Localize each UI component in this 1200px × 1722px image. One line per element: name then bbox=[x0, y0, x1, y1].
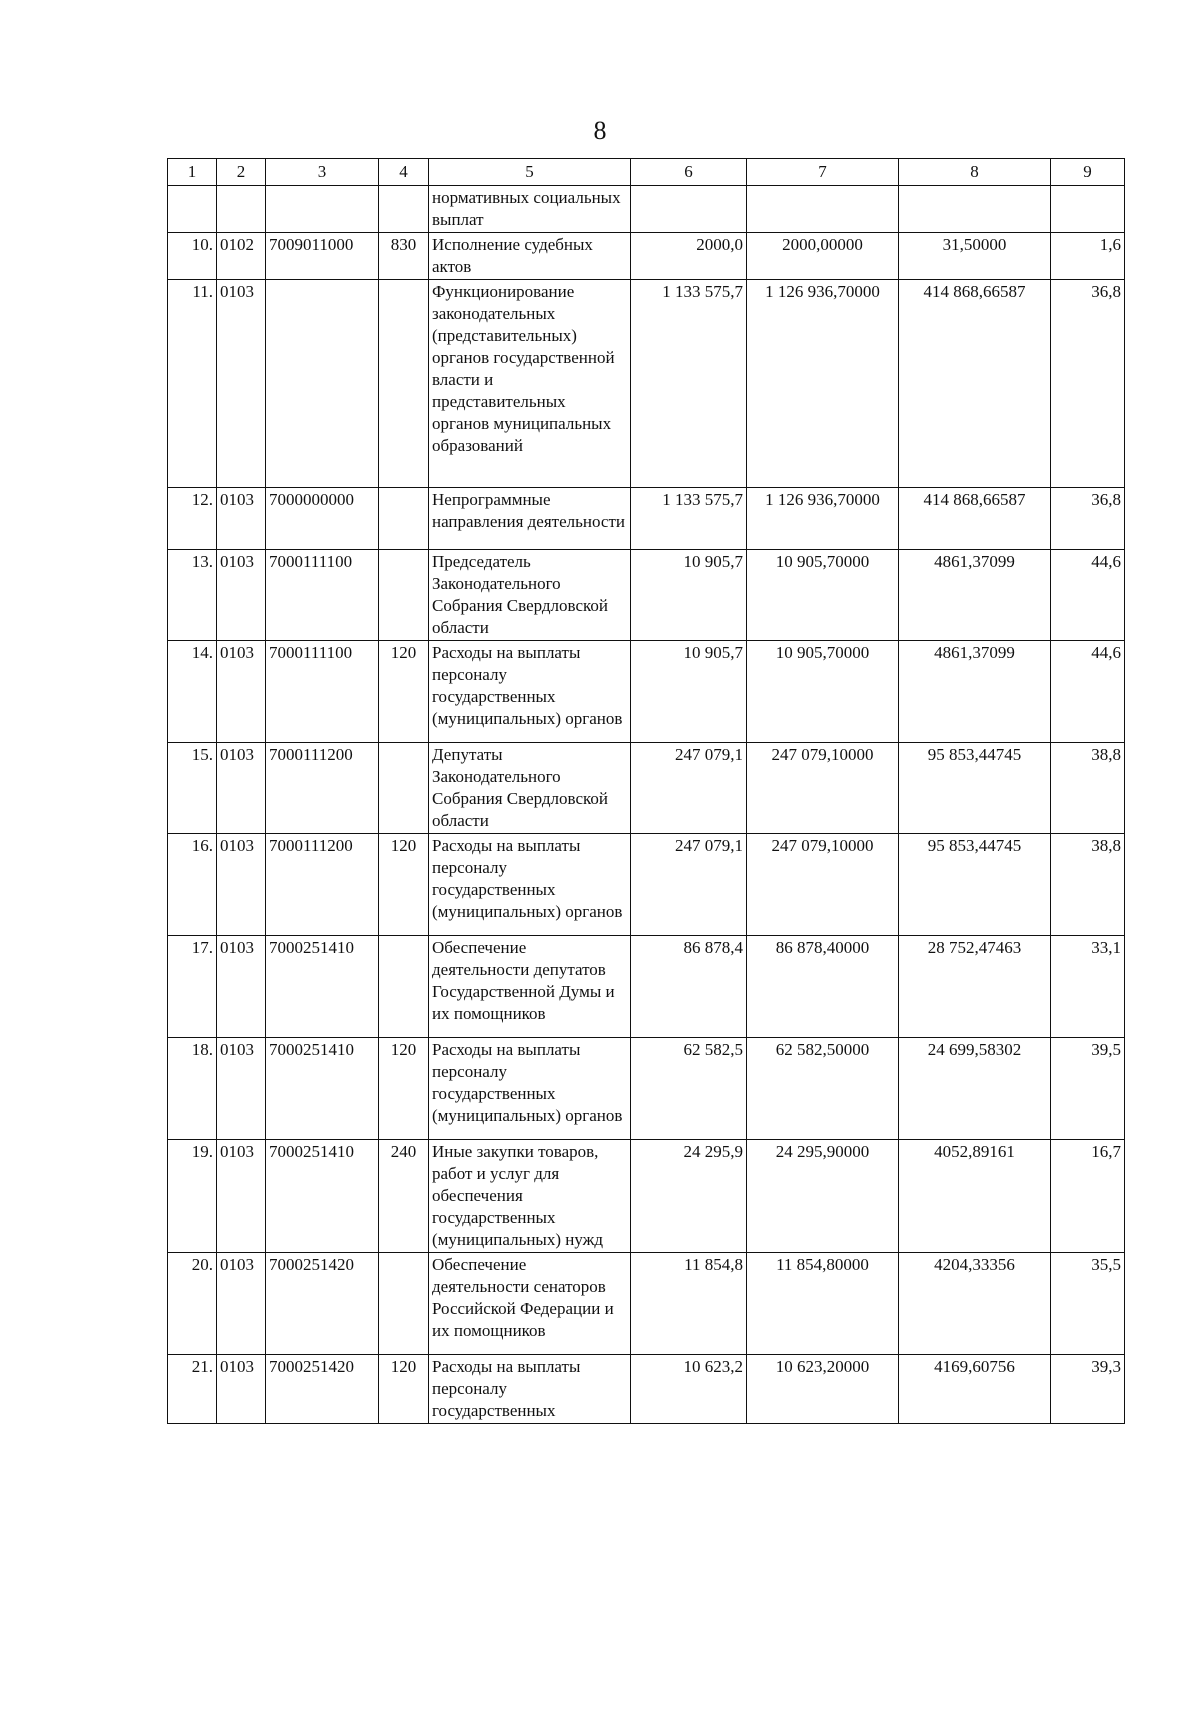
expense-type-code-cell bbox=[379, 550, 429, 641]
row-number-cell: 16. bbox=[168, 834, 217, 936]
execution-percent-cell: 35,5 bbox=[1051, 1253, 1125, 1355]
header-cell-col-2: 2 bbox=[217, 159, 266, 186]
header-cell-col-6: 6 bbox=[631, 159, 747, 186]
expense-type-code-cell bbox=[379, 280, 429, 488]
target-article-code-cell: 7000111200 bbox=[266, 834, 379, 936]
budget-allocation-cell: 10 905,70000 bbox=[747, 550, 899, 641]
item-name-cell: Председатель Законодательного Собрания Свердловской области bbox=[429, 550, 631, 641]
budget-table bbox=[167, 158, 1125, 1424]
budget-allocation-cell: 86 878,40000 bbox=[747, 936, 899, 1038]
approved-amount-cell: 10 905,7 bbox=[631, 550, 747, 641]
execution-percent-cell: 33,1 bbox=[1051, 936, 1125, 1038]
item-name-cell: Обеспечение деятельности депутатов Государственной Думы и их помощников bbox=[429, 936, 631, 1038]
table-row bbox=[168, 1355, 1125, 1424]
item-name-cell: Расходы на выплаты персоналу государственных bbox=[429, 1355, 631, 1424]
approved-amount-cell: 10 905,7 bbox=[631, 641, 747, 743]
approved-amount-cell: 62 582,5 bbox=[631, 1038, 747, 1140]
table-row bbox=[168, 936, 1125, 1038]
approved-amount-cell: 1 133 575,7 bbox=[631, 280, 747, 488]
header-cell-col-9: 9 bbox=[1051, 159, 1125, 186]
table-row bbox=[168, 1253, 1125, 1355]
execution-percent-cell: 36,8 bbox=[1051, 280, 1125, 488]
executed-amount-cell: 95 853,44745 bbox=[899, 743, 1051, 834]
row-number-cell: 20. bbox=[168, 1253, 217, 1355]
table-row bbox=[168, 488, 1125, 550]
row-number-cell: 10. bbox=[168, 233, 217, 280]
item-name-cell: Расходы на выплаты персоналу государственных (муниципальных) органов bbox=[429, 641, 631, 743]
item-name-cell: Функционирование законодательных (представительных) органов государственной власти и представительных органов муниципальных образований bbox=[429, 280, 631, 488]
expense-type-code-cell: 120 bbox=[379, 834, 429, 936]
expense-type-code-cell bbox=[379, 743, 429, 834]
row-number-cell: 14. bbox=[168, 641, 217, 743]
expense-type-code-cell bbox=[379, 936, 429, 1038]
row-number-cell: 18. bbox=[168, 1038, 217, 1140]
expense-type-code-cell bbox=[379, 488, 429, 550]
executed-amount-cell: 31,50000 bbox=[899, 233, 1051, 280]
header-cell-col-8: 8 bbox=[899, 159, 1051, 186]
approved-amount-cell: 24 295,9 bbox=[631, 1140, 747, 1253]
budget-allocation-cell: 1 126 936,70000 bbox=[747, 280, 899, 488]
expense-type-code-cell: 830 bbox=[379, 233, 429, 280]
approved-amount-cell: 247 079,1 bbox=[631, 834, 747, 936]
table-row bbox=[168, 186, 1125, 233]
approved-amount-cell bbox=[631, 186, 747, 233]
table-row bbox=[168, 1140, 1125, 1253]
section-code-cell bbox=[217, 186, 266, 233]
budget-allocation-cell: 247 079,10000 bbox=[747, 743, 899, 834]
page-number: 8 bbox=[593, 116, 607, 145]
table-body bbox=[168, 159, 1125, 1424]
target-article-code-cell: 7009011000 bbox=[266, 233, 379, 280]
executed-amount-cell: 414 868,66587 bbox=[899, 488, 1051, 550]
budget-allocation-cell: 10 905,70000 bbox=[747, 641, 899, 743]
target-article-code-cell: 7000111100 bbox=[266, 550, 379, 641]
section-code-cell: 0102 bbox=[217, 233, 266, 280]
table-row bbox=[168, 233, 1125, 280]
executed-amount-cell: 24 699,58302 bbox=[899, 1038, 1051, 1140]
approved-amount-cell: 86 878,4 bbox=[631, 936, 747, 1038]
executed-amount-cell: 4861,37099 bbox=[899, 550, 1051, 641]
executed-amount-cell: 4861,37099 bbox=[899, 641, 1051, 743]
header-cell-col-4: 4 bbox=[379, 159, 429, 186]
approved-amount-cell: 2000,0 bbox=[631, 233, 747, 280]
execution-percent-cell: 38,8 bbox=[1051, 834, 1125, 936]
execution-percent-cell: 44,6 bbox=[1051, 550, 1125, 641]
row-number-cell bbox=[168, 186, 217, 233]
target-article-code-cell bbox=[266, 186, 379, 233]
table-row bbox=[168, 743, 1125, 834]
section-code-cell: 0103 bbox=[217, 280, 266, 488]
expense-type-code-cell: 120 bbox=[379, 1355, 429, 1424]
item-name-cell: Обеспечение деятельности сенаторов Российской Федерации и их помощников bbox=[429, 1253, 631, 1355]
header-cell-col-7: 7 bbox=[747, 159, 899, 186]
budget-allocation-cell bbox=[747, 186, 899, 233]
section-code-cell: 0103 bbox=[217, 1355, 266, 1424]
executed-amount-cell: 95 853,44745 bbox=[899, 834, 1051, 936]
approved-amount-cell: 10 623,2 bbox=[631, 1355, 747, 1424]
budget-allocation-cell: 11 854,80000 bbox=[747, 1253, 899, 1355]
target-article-code-cell: 7000000000 bbox=[266, 488, 379, 550]
execution-percent-cell: 16,7 bbox=[1051, 1140, 1125, 1253]
approved-amount-cell: 1 133 575,7 bbox=[631, 488, 747, 550]
target-article-code-cell: 7000251420 bbox=[266, 1355, 379, 1424]
table-row bbox=[168, 641, 1125, 743]
target-article-code-cell: 7000251410 bbox=[266, 1038, 379, 1140]
header-cell-col-3: 3 bbox=[266, 159, 379, 186]
executed-amount-cell: 28 752,47463 bbox=[899, 936, 1051, 1038]
approved-amount-cell: 247 079,1 bbox=[631, 743, 747, 834]
executed-amount-cell bbox=[899, 186, 1051, 233]
row-number-cell: 19. bbox=[168, 1140, 217, 1253]
item-name-cell: нормативных социальных выплат bbox=[429, 186, 631, 233]
budget-allocation-cell: 10 623,20000 bbox=[747, 1355, 899, 1424]
section-code-cell: 0103 bbox=[217, 1253, 266, 1355]
section-code-cell: 0103 bbox=[217, 834, 266, 936]
table-row bbox=[168, 280, 1125, 488]
approved-amount-cell: 11 854,8 bbox=[631, 1253, 747, 1355]
budget-allocation-cell: 62 582,50000 bbox=[747, 1038, 899, 1140]
budget-allocation-cell: 1 126 936,70000 bbox=[747, 488, 899, 550]
table-row bbox=[168, 834, 1125, 936]
section-code-cell: 0103 bbox=[217, 550, 266, 641]
row-number-cell: 13. bbox=[168, 550, 217, 641]
expense-type-code-cell bbox=[379, 186, 429, 233]
target-article-code-cell: 7000251420 bbox=[266, 1253, 379, 1355]
section-code-cell: 0103 bbox=[217, 1038, 266, 1140]
item-name-cell: Расходы на выплаты персоналу государственных (муниципальных) органов bbox=[429, 1038, 631, 1140]
executed-amount-cell: 4204,33356 bbox=[899, 1253, 1051, 1355]
expense-type-code-cell: 240 bbox=[379, 1140, 429, 1253]
row-number-cell: 21. bbox=[168, 1355, 217, 1424]
execution-percent-cell bbox=[1051, 186, 1125, 233]
target-article-code-cell: 7000251410 bbox=[266, 936, 379, 1038]
execution-percent-cell: 1,6 bbox=[1051, 233, 1125, 280]
section-code-cell: 0103 bbox=[217, 1140, 266, 1253]
section-code-cell: 0103 bbox=[217, 488, 266, 550]
expense-type-code-cell: 120 bbox=[379, 641, 429, 743]
item-name-cell: Расходы на выплаты персоналу государственных (муниципальных) органов bbox=[429, 834, 631, 936]
header-cell-col-1: 1 bbox=[168, 159, 217, 186]
executed-amount-cell: 414 868,66587 bbox=[899, 280, 1051, 488]
section-code-cell: 0103 bbox=[217, 641, 266, 743]
item-name-cell: Исполнение судебных актов bbox=[429, 233, 631, 280]
row-number-cell: 15. bbox=[168, 743, 217, 834]
header-cell-col-5: 5 bbox=[429, 159, 631, 186]
table-row bbox=[168, 550, 1125, 641]
item-name-cell: Иные закупки товаров, работ и услуг для обеспечения государственных (муниципальных) нужд bbox=[429, 1140, 631, 1253]
execution-percent-cell: 39,3 bbox=[1051, 1355, 1125, 1424]
table-header-row bbox=[168, 159, 1125, 186]
table-row bbox=[168, 1038, 1125, 1140]
target-article-code-cell: 7000251410 bbox=[266, 1140, 379, 1253]
row-number-cell: 11. bbox=[168, 280, 217, 488]
target-article-code-cell: 7000111200 bbox=[266, 743, 379, 834]
expense-type-code-cell: 120 bbox=[379, 1038, 429, 1140]
row-number-cell: 17. bbox=[168, 936, 217, 1038]
budget-allocation-cell: 247 079,10000 bbox=[747, 834, 899, 936]
execution-percent-cell: 44,6 bbox=[1051, 641, 1125, 743]
row-number-cell: 12. bbox=[168, 488, 217, 550]
executed-amount-cell: 4052,89161 bbox=[899, 1140, 1051, 1253]
item-name-cell: Непрограммные направления деятельности bbox=[429, 488, 631, 550]
budget-allocation-cell: 2000,00000 bbox=[747, 233, 899, 280]
target-article-code-cell: 7000111100 bbox=[266, 641, 379, 743]
execution-percent-cell: 39,5 bbox=[1051, 1038, 1125, 1140]
execution-percent-cell: 36,8 bbox=[1051, 488, 1125, 550]
target-article-code-cell bbox=[266, 280, 379, 488]
section-code-cell: 0103 bbox=[217, 936, 266, 1038]
budget-allocation-cell: 24 295,90000 bbox=[747, 1140, 899, 1253]
expense-type-code-cell bbox=[379, 1253, 429, 1355]
section-code-cell: 0103 bbox=[217, 743, 266, 834]
executed-amount-cell: 4169,60756 bbox=[899, 1355, 1051, 1424]
execution-percent-cell: 38,8 bbox=[1051, 743, 1125, 834]
item-name-cell: Депутаты Законодательного Собрания Свердловской области bbox=[429, 743, 631, 834]
